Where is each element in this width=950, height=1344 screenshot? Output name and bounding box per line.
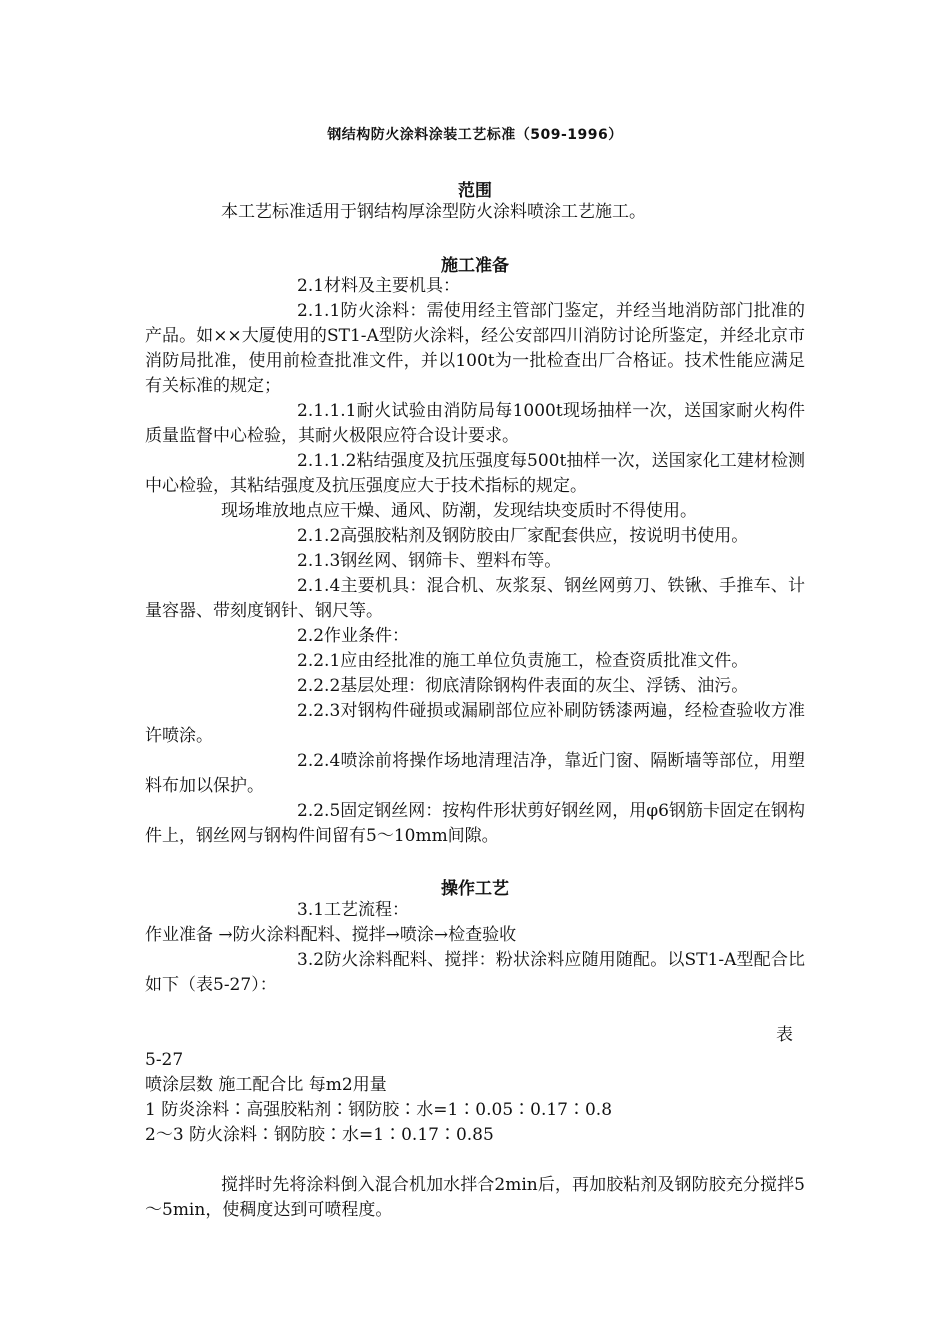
clause-number: 2.1.3 <box>297 551 341 571</box>
section-scope-body <box>145 200 805 225</box>
clause-number: 2.2.5 <box>297 801 341 821</box>
clause-number: 2.2.3 <box>297 701 341 721</box>
paragraph-2-2 <box>145 624 805 649</box>
paragraph-3-2 <box>145 948 805 998</box>
paragraph-2-2-2 <box>145 674 805 699</box>
clause-text: 工艺流程： <box>324 900 410 920</box>
clause-text: 固定钢丝网：按构件形状剪好钢丝网，用φ6钢筋卡固定在钢构件上，钢丝网与钢构件间留有5～10mm间隙。 <box>145 801 805 846</box>
clause-text: 高强胶粘剂及钢防胶由厂家配套供应，按说明书使用。 <box>340 526 749 546</box>
section-heading-operation: 操作工艺 <box>441 879 509 899</box>
paragraph-mixing: 搅拌时先将涂料倒入混合机加水拌合2min后，再加胶粘剂及钢防胶充分搅拌5～5min，使稠度达到可喷程度。 <box>145 1175 805 1220</box>
process-flow: 作业准备 →防火涂料配料、搅拌→喷涂→检查验收 <box>145 925 517 945</box>
clause-number: 2.2.4 <box>297 751 341 771</box>
paragraph-2-1-1 <box>145 299 805 399</box>
table-row: 1 防炎涂料∶高强胶粘剂∶钢防胶∶水=1∶0.05∶0.17∶0.8 <box>145 1100 613 1120</box>
clause-number: 2.1.1.1 <box>297 401 357 421</box>
paragraph-2-2-4 <box>145 749 805 799</box>
table-row: 2～3 防火涂料∶钢防胶∶水=1∶0.17∶0.85 <box>145 1125 494 1145</box>
paragraph-2-2-1 <box>145 649 805 674</box>
clause-text: 材料及主要机具： <box>324 276 461 296</box>
paragraph-site-storage: 现场堆放地点应干燥、通风、防潮，发现结块变质时不得使用。 <box>221 501 697 521</box>
clause-number: 2.2.2 <box>297 676 341 696</box>
clause-text: 喷涂前将操作场地清理洁净，靠近门窗、隔断墙等部位，用塑料布加以保护。 <box>145 751 805 796</box>
table-number: 5-27 <box>145 1050 184 1070</box>
clause-number: 2.2 <box>297 626 325 646</box>
clause-number: 2.1.1 <box>297 301 341 321</box>
clause-number: 2.1.2 <box>297 526 341 546</box>
clause-text: 防火涂料：需使用经主管部门鉴定，并经当地消防部门批准的产品。如××大厦使用的ST1-A型防火涂料，经公安部四川消防讨论所鉴定，并经北京市消防局批准，使用前检查批准文件，并以100t为一批检查出厂合格证。技术性能应满足有关标准的规定； <box>145 301 805 396</box>
clause-text: 基层处理：彻底清除钢构件表面的灰尘、浮锈、油污。 <box>340 676 749 696</box>
clause-text: 主要机具：混合机、灰浆泵、钢丝网剪刀、铁锹、手推车、计量容器、带刻度钢针、钢尺等。 <box>145 576 805 621</box>
clause-text: 作业条件： <box>324 626 410 646</box>
paragraph-2-1-1-2 <box>145 449 805 499</box>
clause-number: 2.2.1 <box>297 651 341 671</box>
table-label: 表 <box>776 1025 793 1045</box>
document-title: 钢结构防火涂料涂装工艺标准（509-1996） <box>327 127 623 143</box>
clause-number: 3.1 <box>297 900 325 920</box>
spacer <box>145 998 805 1023</box>
paragraph-2-1-2 <box>145 524 805 549</box>
paragraph-3-1 <box>145 898 805 923</box>
clause-text: 粘结强度及抗压强度每500t抽样一次，送国家化工建材检测中心检验，其粘结强度及抗压强度应大于技术指标的规定。 <box>145 451 805 496</box>
clause-text: 应由经批准的施工单位负责施工，检查资质批准文件。 <box>340 651 749 671</box>
scope-paragraph: 本工艺标准适用于钢结构厚涂型防火涂料喷涂工艺施工。 <box>221 202 646 222</box>
clause-number: 2.1 <box>297 276 325 296</box>
paragraph-2-2-3 <box>145 699 805 749</box>
section-heading-preparation: 施工准备 <box>441 256 509 276</box>
clause-text: 钢丝网、钢筛卡、塑料布等。 <box>340 551 562 571</box>
paragraph-2-1-4 <box>145 574 805 624</box>
section-heading-scope: 范围 <box>458 181 492 201</box>
clause-number: 2.1.4 <box>297 576 341 596</box>
section-operation-body <box>145 898 805 1223</box>
paragraph-2-2-5 <box>145 799 805 849</box>
section-preparation-body <box>145 274 805 849</box>
paragraph-2-1 <box>145 274 805 299</box>
clause-text: 防火涂料配料、搅拌：粉状涂料应随用随配。以ST1-A型配合比如下（表5-27）： <box>145 950 805 995</box>
clause-number: 3.2 <box>297 950 325 970</box>
clause-text: 对钢构件碰损或漏刷部位应补刷防锈漆两遍，经检查验收方准许喷涂。 <box>145 701 805 746</box>
paragraph-2-1-3 <box>145 549 805 574</box>
clause-text: 耐火试验由消防局每1000t现场抽样一次，送国家耐火构件质量监督中心检验，其耐火极限应符合设计要求。 <box>145 401 805 446</box>
spacer <box>145 1148 805 1173</box>
clause-number: 2.1.1.2 <box>297 451 357 471</box>
table-header: 喷涂层数 施工配合比 每m2用量 <box>145 1075 387 1095</box>
paragraph-2-1-1-1 <box>145 399 805 449</box>
